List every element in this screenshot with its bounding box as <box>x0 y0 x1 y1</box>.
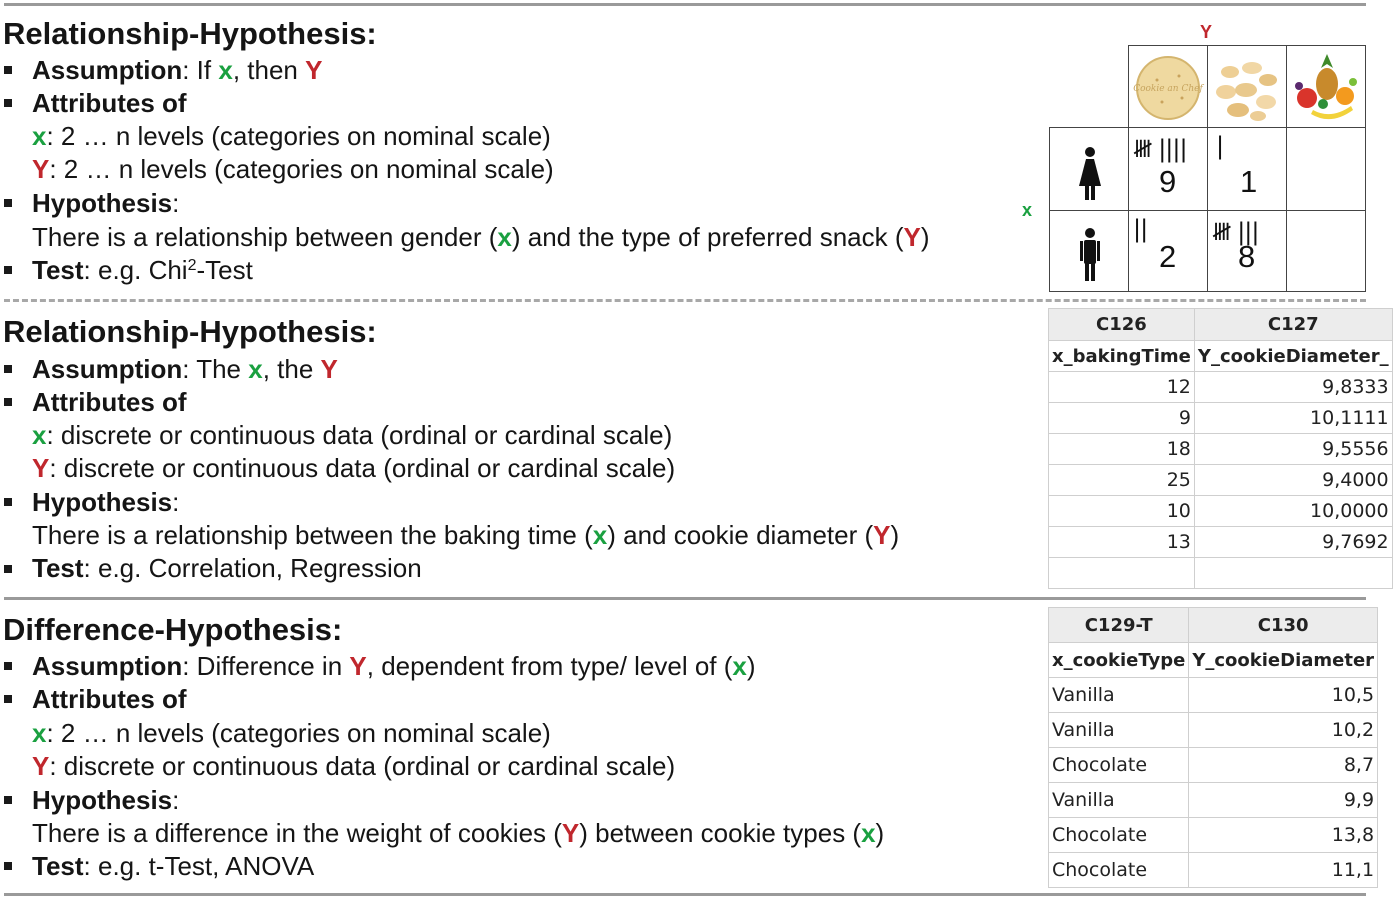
hyp-text: There is a relationship between the baking time ( <box>32 520 593 550</box>
x-var: x <box>732 651 747 681</box>
bullet-icon <box>4 662 12 670</box>
table-cell[interactable]: 10,2 <box>1189 713 1378 748</box>
tally-marks: 𝍸 ||| <box>1212 218 1259 246</box>
attr-y-text: : 2 … n levels (categories on nominal scale) <box>49 154 554 184</box>
y-var: Y <box>32 154 50 184</box>
column-id-header[interactable]: C130 <box>1189 608 1378 643</box>
bullet-icon <box>4 498 12 506</box>
hypothesis-label-line <box>32 487 179 518</box>
x-var: x <box>861 818 876 848</box>
bullet-icon <box>4 66 12 74</box>
table-cell[interactable]: 9,5556 <box>1194 434 1392 465</box>
y-var: Y <box>873 520 891 550</box>
attr-x-text: : 2 … n levels (categories on nominal scale) <box>46 718 551 748</box>
table-cell[interactable]: 11,1 <box>1189 853 1378 888</box>
count-value: 9 <box>1159 164 1177 199</box>
test-text: : e.g. Correlation, Regression <box>83 553 422 583</box>
tally-marks: 𝍸 |||| <box>1133 135 1187 163</box>
attr-y-text: : discrete or continuous data (ordinal or cardinal scale) <box>49 453 676 483</box>
peanuts-icon <box>1208 46 1286 127</box>
x-var: x <box>248 354 263 384</box>
table-row <box>1049 527 1393 558</box>
table-cell[interactable]: 10 <box>1049 496 1195 527</box>
assumption-line <box>32 354 338 385</box>
hyp-text: ) <box>875 818 885 848</box>
grid-header-peanuts <box>1207 45 1287 128</box>
grid-row-label-female <box>1049 127 1129 211</box>
hyp-text: ) <box>890 520 900 550</box>
table-cell[interactable]: 10,0000 <box>1194 496 1392 527</box>
test-label: Test <box>32 255 84 285</box>
table-cell[interactable]: 13,8 <box>1189 818 1378 853</box>
colon: : <box>172 785 180 815</box>
y-var: Y <box>305 55 323 85</box>
grid-x-label: x <box>1022 200 1033 220</box>
x-var: x <box>32 121 47 151</box>
attr-x-line <box>32 420 672 451</box>
table-cell[interactable]: 9,4000 <box>1194 465 1392 496</box>
bullet-icon <box>4 365 12 373</box>
count-value: 1 <box>1240 164 1258 199</box>
table-cell[interactable]: Vanilla <box>1049 783 1189 818</box>
table-cell[interactable]: 10,1111 <box>1194 403 1392 434</box>
column-name-header[interactable]: Y_cookieDiameter_ <box>1194 341 1392 372</box>
bullet-icon <box>4 199 12 207</box>
table-cell[interactable]: 12 <box>1049 372 1195 403</box>
x-var: x <box>32 718 47 748</box>
top-rule <box>4 3 1366 6</box>
assumption-text: , dependent from type/ level of ( <box>366 651 733 681</box>
table-row <box>1049 403 1393 434</box>
column-name-header[interactable]: x_bakingTime <box>1049 341 1195 372</box>
section-title: Difference-Hypothesis: <box>3 612 343 647</box>
table-row <box>1049 465 1393 496</box>
attr-x-text: : discrete or continuous data (ordinal or cardinal scale) <box>46 420 673 450</box>
hyp-text: ) between cookie types ( <box>579 818 862 848</box>
table-row <box>1049 496 1393 527</box>
test-line <box>32 851 314 882</box>
test-line <box>32 255 253 286</box>
table-cell[interactable]: Vanilla <box>1049 678 1189 713</box>
table-cell[interactable]: 9,9 <box>1189 783 1378 818</box>
attr-x-line <box>32 121 551 152</box>
table-cell[interactable]: 9,7692 <box>1194 527 1392 558</box>
table-row <box>1049 783 1378 818</box>
assumption-text: : Difference in <box>182 651 350 681</box>
grid-cell-r1c2 <box>1207 127 1287 211</box>
hyp-text: ) <box>920 222 930 252</box>
attr-x-text: : 2 … n levels (categories on nominal scale) <box>46 121 551 151</box>
table-cell[interactable]: Chocolate <box>1049 748 1189 783</box>
cookie-type-table <box>1048 607 1378 888</box>
assumption-label: Assumption <box>32 354 183 384</box>
attr-y-line <box>32 154 554 185</box>
hypothesis-label: Hypothesis <box>32 188 173 218</box>
table-cell[interactable]: 9 <box>1049 403 1195 434</box>
cookie-icon <box>1129 46 1207 127</box>
hypothesis-text <box>32 222 930 253</box>
test-text: : e.g. Chi <box>83 255 188 285</box>
attr-y-line <box>32 453 675 484</box>
column-id-header[interactable]: C129-T <box>1049 608 1189 643</box>
test-label: Test <box>32 851 84 881</box>
hyp-text: ) and the type of preferred snack ( <box>511 222 904 252</box>
bullet-icon <box>4 398 12 406</box>
grid-y-label: Y <box>1200 22 1213 42</box>
grid-header-fruit <box>1286 45 1366 128</box>
attributes-label: Attributes of <box>32 88 187 118</box>
section-title: Relationship-Hypothesis: <box>3 16 377 51</box>
grid-cell-r1c3 <box>1286 127 1366 211</box>
x-var: x <box>497 222 512 252</box>
assumption-text: , then <box>232 55 306 85</box>
assumption-line <box>32 55 322 86</box>
section-divider-1 <box>4 299 1366 302</box>
attr-y-line <box>32 751 675 782</box>
table-cell[interactable]: 18 <box>1049 434 1195 465</box>
x-var: x <box>592 520 608 550</box>
column-id-header[interactable]: C127 <box>1194 309 1392 341</box>
colon: : <box>172 188 180 218</box>
assumption-text: : The <box>182 354 249 384</box>
table-row <box>1049 713 1378 748</box>
bullet-icon <box>4 862 12 870</box>
table-row-empty <box>1049 558 1393 589</box>
attr-y-text: : discrete or continuous data (ordinal or cardinal scale) <box>49 751 676 781</box>
baking-time-table <box>1048 308 1393 589</box>
test-label: Test <box>32 553 84 583</box>
table-row <box>1049 748 1378 783</box>
y-var: Y <box>903 222 921 252</box>
table-cell[interactable]: Vanilla <box>1049 713 1189 748</box>
column-name-header[interactable]: Y_cookieDiameter <box>1189 643 1378 678</box>
table-row <box>1049 434 1393 465</box>
table-row <box>1049 678 1378 713</box>
colon: : <box>172 487 180 517</box>
assumption-text: , the <box>262 354 321 384</box>
grid-row-label-male <box>1049 210 1129 292</box>
test-text: -Test <box>196 255 253 285</box>
y-var: Y <box>561 818 580 848</box>
assumption-label: Assumption <box>32 55 183 85</box>
assumption-label: Assumption <box>32 651 183 681</box>
superscript: 2 <box>187 257 197 274</box>
bullet-icon <box>4 266 12 274</box>
hyp-text: ) and cookie diameter ( <box>607 520 874 550</box>
table-cell[interactable]: Chocolate <box>1049 818 1189 853</box>
table-cell[interactable]: 8,7 <box>1189 748 1378 783</box>
bottom-rule <box>4 893 1366 896</box>
hypothesis-label-line <box>32 188 179 219</box>
bullet-icon <box>4 99 12 107</box>
grid-header-cookie <box>1128 45 1208 128</box>
hypothesis-text <box>32 818 884 849</box>
male-icon <box>1050 211 1128 291</box>
column-name-header[interactable]: x_cookieType <box>1049 643 1189 678</box>
hypothesis-label-line <box>32 785 179 816</box>
assumption-text: ) <box>746 651 756 681</box>
count-value: 2 <box>1159 239 1177 274</box>
attributes-label: Attributes of <box>32 387 187 417</box>
grid-cell-r2c2 <box>1207 210 1287 292</box>
table-cell[interactable]: 9,8333 <box>1194 372 1392 403</box>
table-row <box>1049 853 1378 888</box>
table-cell[interactable] <box>1194 558 1392 589</box>
assumption-line <box>32 651 756 682</box>
bullet-icon <box>4 565 12 573</box>
female-icon <box>1050 128 1128 210</box>
x-var: x <box>32 420 47 450</box>
attr-x-line <box>32 718 551 749</box>
y-var: Y <box>320 354 338 384</box>
y-var: Y <box>349 651 367 681</box>
table-row <box>1049 372 1393 403</box>
tally-marks: || <box>1133 215 1148 243</box>
section-title: Relationship-Hypothesis: <box>3 314 377 349</box>
section-divider-2 <box>4 597 1366 600</box>
hypothesis-text <box>32 520 899 551</box>
count-value: 8 <box>1238 239 1256 274</box>
hypothesis-label: Hypothesis <box>32 785 173 815</box>
x-var: x <box>218 55 233 85</box>
bullet-icon <box>4 695 12 703</box>
assumption-text: : If <box>182 55 219 85</box>
table-cell[interactable]: 25 <box>1049 465 1195 496</box>
y-var: Y <box>32 453 50 483</box>
fruit-icon <box>1287 46 1365 127</box>
attributes-label: Attributes of <box>32 684 187 714</box>
column-id-header[interactable]: C126 <box>1049 309 1195 341</box>
grid-cell-r2c1 <box>1128 210 1208 292</box>
table-cell[interactable]: 10,5 <box>1189 678 1378 713</box>
cookie-text: Cookie an Chef <box>1133 84 1203 94</box>
grid-cell-r2c3 <box>1286 210 1366 292</box>
grid-cell-r1c1 <box>1128 127 1208 211</box>
hypothesis-label: Hypothesis <box>32 487 173 517</box>
table-row <box>1049 818 1378 853</box>
hyp-text: There is a relationship between gender ( <box>32 222 498 252</box>
hyp-text: There is a difference in the weight of cookies ( <box>32 818 562 848</box>
bullet-icon <box>4 796 12 804</box>
table-cell[interactable]: 13 <box>1049 527 1195 558</box>
y-var: Y <box>32 751 50 781</box>
test-line <box>32 553 422 584</box>
tally-marks: | <box>1216 132 1224 160</box>
table-cell[interactable]: Chocolate <box>1049 853 1189 888</box>
test-text: : e.g. t-Test, ANOVA <box>83 851 315 881</box>
table-cell[interactable] <box>1049 558 1195 589</box>
